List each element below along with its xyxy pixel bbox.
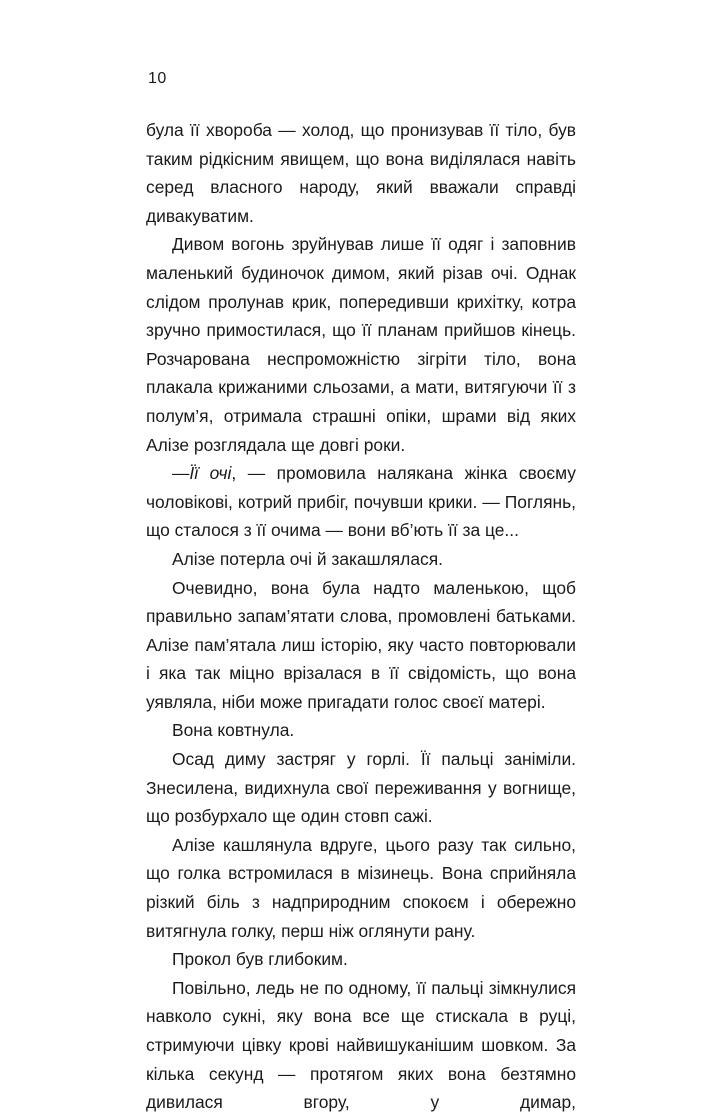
paragraph: Вона ковтнула. bbox=[172, 720, 295, 741]
paragraph: Осад диму застряг у горлі. Її пальці заніміли. Знесилена, видихнула свої переживання у вогнище, що розбурхало ще один стовп сажі. bbox=[146, 749, 576, 827]
paragraph: Дивом вогонь зруйнував лише її одяг і заповнив маленький будиночок димом, який різав очі. Однак слідом пролунав крик, попередивши крихітку, котра зручно примостилася, що її планам прийшов кінець. Розчарована неспроможністю зігріти тіло, вона плакала крижаними сльозами, а мати, витягуючи її з полум’я, отримала страшні опіки, шрами від яких Алізе розглядала ще довгі роки. bbox=[146, 234, 576, 455]
body-text bbox=[146, 116, 576, 1117]
paragraph: Очевидно, вона була надто маленькою, щоб правильно запам’ятати слова, промовлені батьками. Алізе пам’ятала лиш історію, яку часто повторювали і яка так міцно врізалася в її свідомість, що вона уявляла, ніби може пригадати голос своєї матері. bbox=[146, 577, 576, 712]
paragraph: Алізе кашлянула вдруге, цього разу так сильно, що голка встромилася в мізинець. Вона сприйняла різкий біль з надприродним спокоєм і обережно витягнула голку, перш ніж оглянути рану. bbox=[146, 834, 576, 941]
dialogue-rest: , — промовила налякана жінка своєму чоловікові, котрий прибіг, почувши крики. — Поглянь, що сталося з її очима — вони вб’ють її за це... bbox=[146, 463, 576, 541]
dialogue-paragraph bbox=[146, 459, 576, 545]
paragraph: Прокол був глибоким. bbox=[172, 949, 348, 970]
dialogue-dash: — bbox=[172, 463, 190, 484]
paragraph: Алізе потерла очі й закашлялася. bbox=[172, 548, 443, 569]
italic-speech: Її очі bbox=[189, 463, 232, 484]
paragraph: була її хвороба — холод, що пронизував її тіло, був таким рідкісним явищем, що вона виділялася навіть серед власного народу, який вважали справді дивакуватим. bbox=[146, 120, 576, 226]
paragraph: Повільно, ледь не по одному, її пальці зімкнулися навколо сукні, яку вона все ще стискала в руці, стримуючи цівку крові найвишуканішим шовком. За кілька секунд — протягом яких вона безтямно дивилася вгору, у димар, bbox=[146, 977, 576, 1113]
page-number: 10 bbox=[148, 70, 167, 87]
